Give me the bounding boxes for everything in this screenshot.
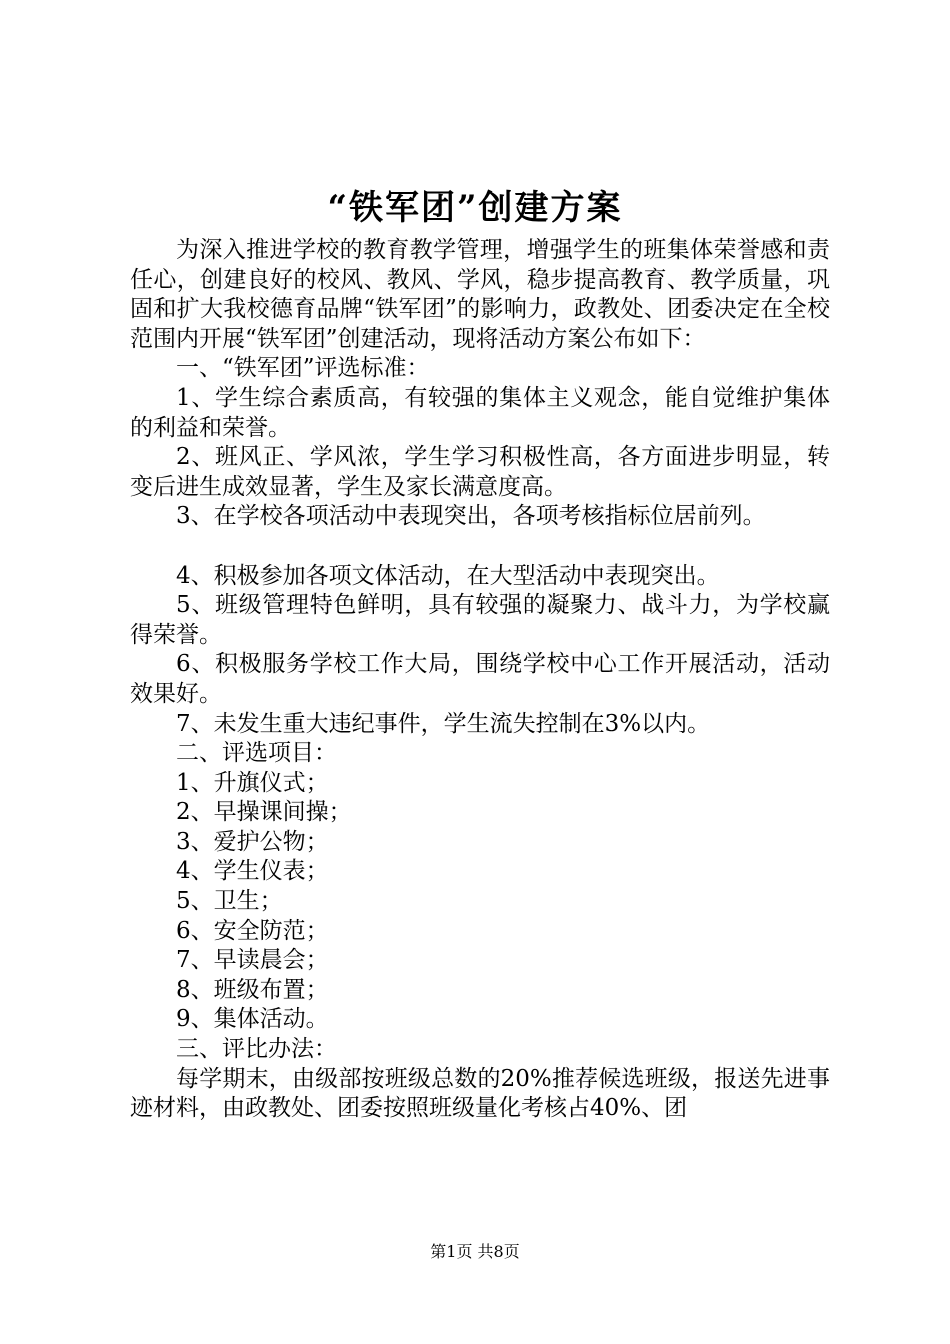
evaluation-item: 4、学生仪表； bbox=[176, 858, 329, 885]
criteria-item: 3、在学校各项活动中表现突出，各项考核指标位居前列。 bbox=[176, 503, 766, 530]
document-title: “铁军团”创建方案 bbox=[327, 188, 623, 228]
section-heading-criteria: 一、“铁军团”评选标准： bbox=[176, 355, 430, 382]
evaluation-item: 6、安全防范； bbox=[176, 917, 329, 944]
evaluation-item: 1、升旗仪式； bbox=[176, 769, 329, 796]
criteria-item: 5、班级管理特色鲜明，具有较强的凝聚力、战斗力，为学校赢得荣誉。 bbox=[130, 592, 830, 648]
evaluation-item: 3、爱护公物； bbox=[176, 828, 329, 855]
evaluation-item: 7、早读晨会； bbox=[176, 947, 329, 974]
evaluation-item: 9、集体活动。 bbox=[176, 1006, 329, 1033]
section-heading-items: 二、评选项目： bbox=[176, 740, 337, 767]
blank-line bbox=[130, 532, 830, 562]
criteria-item: 6、积极服务学校工作大局，围绕学校中心工作开展活动，活动效果好。 bbox=[130, 651, 830, 707]
method-paragraph: 每学期末，由级部按班级总数的20%推荐候选班级，报送先进事迹材料，由政教处、团委按照班级量化考核占40%、团 bbox=[130, 1065, 830, 1122]
criteria-item: 4、积极参加各项文体活动，在大型活动中表现突出。 bbox=[176, 562, 720, 589]
evaluation-item: 8、班级布置； bbox=[176, 976, 329, 1003]
document-body bbox=[130, 236, 830, 1124]
evaluation-item: 5、卫生； bbox=[176, 888, 283, 915]
evaluation-item: 2、早操课间操； bbox=[176, 799, 352, 826]
criteria-item: 7、未发生重大违纪事件，学生流失控制在3%以内。 bbox=[176, 710, 711, 737]
intro-paragraph: 为深入推进学校的教育教学管理，增强学生的班集体荣誉感和责任心，创建良好的校风、教风、学风，稳步提高教育、教学质量，巩固和扩大我校德育品牌“铁军团”的影响力，政教处、团委决定在全校范围内开展“铁军团”创建活动，现将活动方案公布如下： bbox=[130, 237, 830, 352]
criteria-item: 2、班风正、学风浓，学生学习积极性高，各方面进步明显，转变后进生成效显著，学生及家长满意度高。 bbox=[130, 444, 830, 500]
section-heading-method: 三、评比办法： bbox=[176, 1036, 337, 1063]
page-footer: 第1页 共8页 bbox=[430, 1242, 520, 1261]
criteria-item: 1、学生综合素质高，有较强的集体主义观念，能自觉维护集体的利益和荣誉。 bbox=[130, 384, 830, 441]
